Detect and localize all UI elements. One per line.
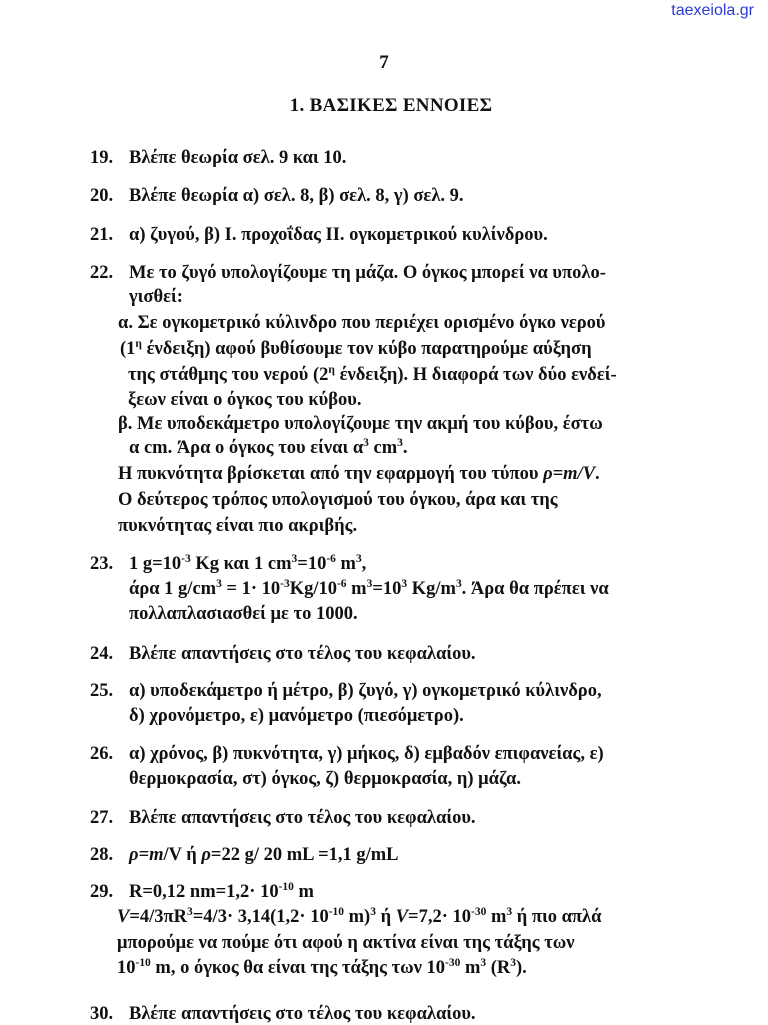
- text-segment: Kg/10: [289, 579, 337, 599]
- text-segment: /V ή: [163, 845, 202, 865]
- formula-text: ρ=m/V: [543, 464, 596, 484]
- answer-number: 24.: [90, 644, 114, 664]
- text-segment: ή πιο απλά: [512, 907, 602, 927]
- answer-number: 20.: [90, 186, 114, 206]
- answer-text-line: [120, 338, 592, 360]
- answer-number: 21.: [90, 225, 114, 245]
- superscript: η: [135, 337, 142, 350]
- text-segment: Με το ζυγό υπολογίζουμε τη μάζα. Ο όγκος μπορεί να υπολο-: [129, 263, 606, 283]
- superscript: -3: [280, 577, 290, 590]
- page-number: 7: [379, 52, 389, 73]
- superscript: 3: [397, 436, 403, 449]
- answer-number: 28.: [90, 845, 114, 865]
- answer-text-line: [128, 364, 617, 386]
- superscript: -10: [135, 956, 151, 969]
- text-segment: .: [595, 464, 600, 484]
- source-watermark-link[interactable]: taexeiola.gr: [671, 2, 754, 19]
- answer-number: 23.: [90, 554, 114, 574]
- text-segment: α) ζυγού, β) Ι. προχοΐδας ΙΙ. ογκομετρικού κυλίνδρου.: [129, 225, 548, 245]
- text-segment: Βλέπε απαντήσεις στο τέλος του κεφαλαίου.: [129, 808, 476, 828]
- answer-text-line: [129, 262, 606, 284]
- superscript: 3: [506, 905, 513, 918]
- text-segment: =10: [372, 579, 402, 599]
- text-segment: Η πυκνότητα βρίσκεται από την εφαρμογή του τύπου: [118, 464, 544, 484]
- text-segment: πυκνότητας είναι πιο ακριβής.: [118, 516, 358, 536]
- text-segment: =4/3· 3,14(1,2· 10: [192, 907, 329, 927]
- superscript: 3: [455, 577, 462, 590]
- superscript: -10: [328, 905, 344, 918]
- text-segment: R=0,12 nm=1,2· 10: [129, 882, 279, 902]
- superscript: -6: [326, 552, 336, 565]
- answer-text-line: [129, 553, 366, 575]
- text-segment: =22 g/ 20 mL =1,1 g/mL: [210, 845, 399, 865]
- text-segment: ,: [361, 554, 367, 574]
- answer-text-line: [129, 743, 604, 765]
- superscript: -10: [278, 880, 294, 893]
- answer-text-line: [129, 1003, 476, 1025]
- text-segment: 10: [117, 958, 136, 978]
- text-segment: (R: [486, 958, 511, 978]
- formula-text: V: [117, 907, 130, 927]
- text-segment: ένδειξη). Η διαφορά των δύο ενδεί-: [334, 365, 617, 385]
- superscript: 3: [370, 905, 376, 918]
- answer-number: 29.: [90, 882, 114, 902]
- answer-text-line: [129, 437, 408, 459]
- text-segment: πολλαπλασιασθεί με το 1000.: [129, 604, 358, 624]
- superscript: 3: [355, 552, 362, 565]
- text-segment: α) χρόνος, β) πυκνότητα, γ) μήκος, δ) εμβαδόν επιφανείας, ε): [129, 744, 604, 764]
- superscript: -6: [336, 577, 347, 590]
- answer-text-line: [117, 906, 601, 928]
- superscript: 3: [363, 436, 369, 449]
- formula-text: V: [395, 907, 409, 927]
- answer-text-line: [129, 578, 609, 600]
- answer-text-line: [129, 705, 464, 727]
- text-segment: γισθεί:: [129, 287, 183, 307]
- text-segment: = 1· 10: [221, 579, 281, 599]
- superscript: 3: [291, 552, 298, 565]
- answer-text-line: [129, 185, 464, 207]
- superscript: 3: [366, 577, 373, 590]
- answer-number: 22.: [90, 263, 114, 283]
- text-segment: Βλέπε θεωρία σελ. 9 και 10.: [129, 148, 347, 168]
- text-segment: .: [402, 438, 408, 458]
- answer-number: 30.: [90, 1004, 114, 1024]
- text-segment: Kg και 1 cm: [190, 554, 292, 574]
- superscript: 3: [187, 905, 193, 918]
- text-segment: . Άρα θα πρέπει να: [461, 579, 609, 599]
- text-segment: m: [460, 958, 481, 978]
- superscript: -3: [181, 552, 191, 565]
- text-segment: =7,2· 10: [408, 907, 472, 927]
- formula-text: ρ: [201, 845, 211, 865]
- text-segment: m: [293, 882, 314, 902]
- answer-text-line: [118, 489, 558, 511]
- text-segment: ).: [515, 958, 527, 978]
- answer-text-line: [128, 389, 361, 411]
- superscript: 3: [510, 956, 516, 969]
- answer-text-line: [129, 286, 183, 308]
- text-segment: Kg/m: [407, 579, 456, 599]
- text-segment: β. Με υποδεκάμετρο υπολογίζουμε την ακμή του κύβου, έστω: [118, 414, 603, 434]
- answer-text-line: [118, 312, 606, 334]
- text-segment: μπορούμε να πούμε ότι αφού η ακτίνα είναι της τάξης των: [117, 933, 575, 953]
- answer-text-line: [129, 807, 476, 829]
- superscript: -30: [471, 905, 487, 918]
- text-segment: Βλέπε θεωρία α) σελ. 8, β) σελ. 8, γ) σελ. 9.: [129, 186, 464, 206]
- superscript: 3: [480, 956, 487, 969]
- text-segment: α. Σε ογκομετρικό κύλινδρο που περιέχει ορισμένο όγκο νερού: [118, 313, 606, 333]
- answer-text-line: [129, 224, 548, 246]
- answer-text-line: [129, 643, 476, 665]
- answer-text-line: [129, 147, 346, 169]
- answer-text-line: [129, 603, 358, 625]
- superscript: 3: [401, 577, 408, 590]
- text-segment: m: [335, 554, 356, 574]
- answer-text-line: [118, 515, 357, 537]
- text-segment: Βλέπε απαντήσεις στο τέλος του κεφαλαίου.: [129, 1004, 476, 1024]
- text-segment: ή: [375, 907, 396, 927]
- text-segment: άρα 1 g/cm: [129, 579, 217, 599]
- answer-number: 26.: [90, 744, 114, 764]
- answer-text-line: [117, 957, 527, 979]
- text-segment: Ο δεύτερος τρόπος υπολογισμού του όγκου, άρα και της: [118, 490, 558, 510]
- text-segment: (1: [120, 339, 136, 359]
- text-segment: m): [344, 907, 371, 927]
- answer-text-line: [129, 881, 314, 903]
- answer-text-line: [129, 680, 602, 702]
- text-segment: α) υποδεκάμετρο ή μέτρο, β) ζυγό, γ) ογκομετρικό κύλινδρο,: [129, 681, 602, 701]
- answer-text-line: [117, 932, 575, 954]
- answer-text-line: [118, 463, 600, 485]
- answer-number: 19.: [90, 148, 114, 168]
- text-segment: της στάθμης του νερού (2: [128, 365, 329, 385]
- text-segment: m: [486, 907, 507, 927]
- text-segment: cm: [368, 438, 398, 458]
- formula-text: ρ=m: [129, 845, 164, 865]
- text-segment: δ) χρονόμετρο, ε) μανόμετρο (πιεσόμετρο).: [129, 706, 464, 726]
- text-segment: =10: [297, 554, 327, 574]
- text-segment: ένδειξη) αφού βυθίσουμε τον κύβο παρατηρούμε αύξηση: [141, 339, 592, 359]
- superscript: 3: [216, 577, 222, 590]
- text-segment: 1 g=10: [129, 554, 182, 574]
- text-segment: =4/3πR: [129, 907, 188, 927]
- superscript: η: [328, 363, 335, 376]
- text-segment: m: [346, 579, 367, 599]
- text-segment: α cm. Άρα ο όγκος του είναι α: [129, 438, 364, 458]
- answer-number: 25.: [90, 681, 114, 701]
- text-segment: m, ο όγκος θα είναι της τάξης των 10: [150, 958, 446, 978]
- answer-text-line: [118, 413, 603, 435]
- answer-text-line: [129, 844, 399, 866]
- answer-number: 27.: [90, 808, 114, 828]
- chapter-title: 1. ΒΑΣΙΚΕΣ ΕΝΝΟΙΕΣ: [289, 95, 493, 116]
- answer-text-line: [129, 768, 521, 790]
- superscript: -30: [445, 956, 461, 969]
- text-segment: θερμοκρασία, στ) όγκος, ζ) θερμοκρασία, η) μάζα.: [129, 769, 521, 789]
- text-segment: ξεων είναι ο όγκος του κύβου.: [128, 390, 362, 410]
- text-segment: Βλέπε απαντήσεις στο τέλος του κεφαλαίου.: [129, 644, 476, 664]
